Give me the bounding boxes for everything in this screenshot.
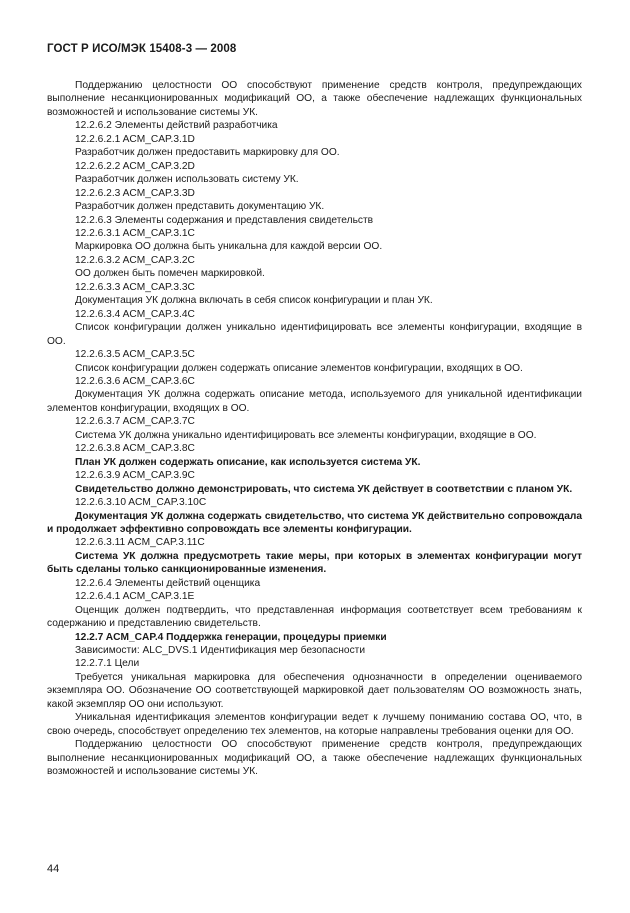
paragraph: 12.2.6.3.2 ACM_CAP.3.2C [75,254,195,266]
paragraph: Уникальная идентификация элементов конфигурации ведет к лучшему пониманию состава ОО, что, в свою очередь, способствует определению тех элементов, на которые направлены требования оценки для ОО. [47,712,582,737]
paragraph: Система УК должна предусмотреть такие меры, при которых в элементах конфигурации могут быть сделаны только санкционированные изменения. [47,550,582,576]
paragraph: Список конфигурации должен уникально идентифицировать все элементы конфигурации, входящие в ОО. [47,322,582,347]
document-header: ГОСТ Р ИСО/МЭК 15408-3 — 2008 [47,43,237,55]
paragraph: 12.2.6.2.1 ACM_CAP.3.1D [75,133,195,145]
paragraph: Зависимости: ALC_DVS.1 Идентификация мер безопасности [75,645,366,657]
paragraph: 12.2.6.3.4 ACM_CAP.3.4C [75,308,195,320]
paragraph: Свидетельство должно демонстрировать, что система УК действует в соответствии с планом УК. [75,483,573,495]
paragraph: Система УК должна уникально идентифицировать все элементы конфигурации, входящие в ОО. [75,429,537,441]
paragraph: Список конфигурации должен содержать описание элементов конфигурации, входящих в ОО. [75,362,523,374]
paragraph: 12.2.6.2.2 ACM_CAP.3.2D [75,160,195,172]
paragraph: 12.2.6.2 Элементы действий разработчика [75,120,278,132]
paragraph: 12.2.6.2.3 ACM_CAP.3.3D [75,187,195,199]
paragraph: План УК должен содержать описание, как используется система УК. [75,456,421,468]
paragraph: 12.2.6.3.10 ACM_CAP.3.10C [75,497,207,509]
paragraph: 12.2.7 ACM_CAP.4 Поддержка генерации, процедуры приемки [75,631,387,643]
paragraph: 12.2.6.3.3 ACM_CAP.3.3C [75,281,195,293]
paragraph: 12.2.6.4.1 ACM_CAP.3.1E [75,591,195,603]
paragraph: 12.2.6.3.11 ACM_CAP.3.11C [75,537,205,549]
paragraph: Маркировка ОО должна быть уникальна для каждой версии ОО. [75,241,383,253]
paragraph: Требуется уникальная маркировка для обеспечения однозначности в определении оцениваемого экземпляра ОО. Обозначение ОО соответствующей маркировкой дает пользователям ОО возможность знать, какой экземпляр ОО они используют. [47,671,582,710]
paragraph: 12.2.6.3.6 ACM_CAP.3.6C [75,375,195,387]
paragraph: ОО должен быть помечен маркировкой. [75,268,265,280]
paragraph: 12.2.6.3.1 ACM_CAP.3.1C [75,227,195,239]
paragraph: 12.2.6.3.9 ACM_CAP.3.9C [75,470,195,482]
paragraph: Документация УК должна включать в себя список конфигурации и план УК. [75,295,433,307]
paragraph: Оценщик должен подтвердить, что представленная информация соответствует всем требованиям к содержанию и представлению свидетельств. [47,604,582,630]
paragraph: Разработчик должен предоставить маркировку для ОО. [75,147,340,159]
paragraph: Разработчик должен использовать систему УК. [75,174,299,186]
paragraph: Поддержанию целостности ОО способствуют применение средств контроля, предупреждающих выполнение несанкционированных модификаций ОО, а также обеспечение надлежащих функциональных возможностей и использование системы УК. [47,739,582,778]
paragraph: Документация УК должна содержать описание метода, используемого для уникальной идентификации элементов конфигурации, входящих в ОО. [47,389,582,414]
document-body [47,79,582,779]
paragraph: 12.2.6.3.5 ACM_CAP.3.5C [75,349,195,361]
paragraph: Поддержанию целостности ОО способствуют применение средств контроля, предупреждающих выполнение несанкционированных модификаций ОО, а также обеспечение надлежащих функциональных возможностей и использование системы УК. [47,80,582,118]
paragraph: Документация УК должна содержать свидетельство, что система УК действительно сопровождала и продолжает эффективно сопровождать все элементы конфигурации. [47,510,582,535]
paragraph: 12.2.6.3 Элементы содержания и представления свидетельств [75,214,374,226]
paragraph: 12.2.6.3.8 ACM_CAP.3.8C [75,443,195,455]
paragraph: 12.2.6.3.7 ACM_CAP.3.7C [75,416,195,428]
paragraph: Разработчик должен представить документацию УК. [75,201,325,213]
paragraph: 12.2.6.4 Элементы действий оценщика [75,577,261,589]
page-number: 44 [47,863,60,875]
paragraph: 12.2.7.1 Цели [75,658,140,670]
